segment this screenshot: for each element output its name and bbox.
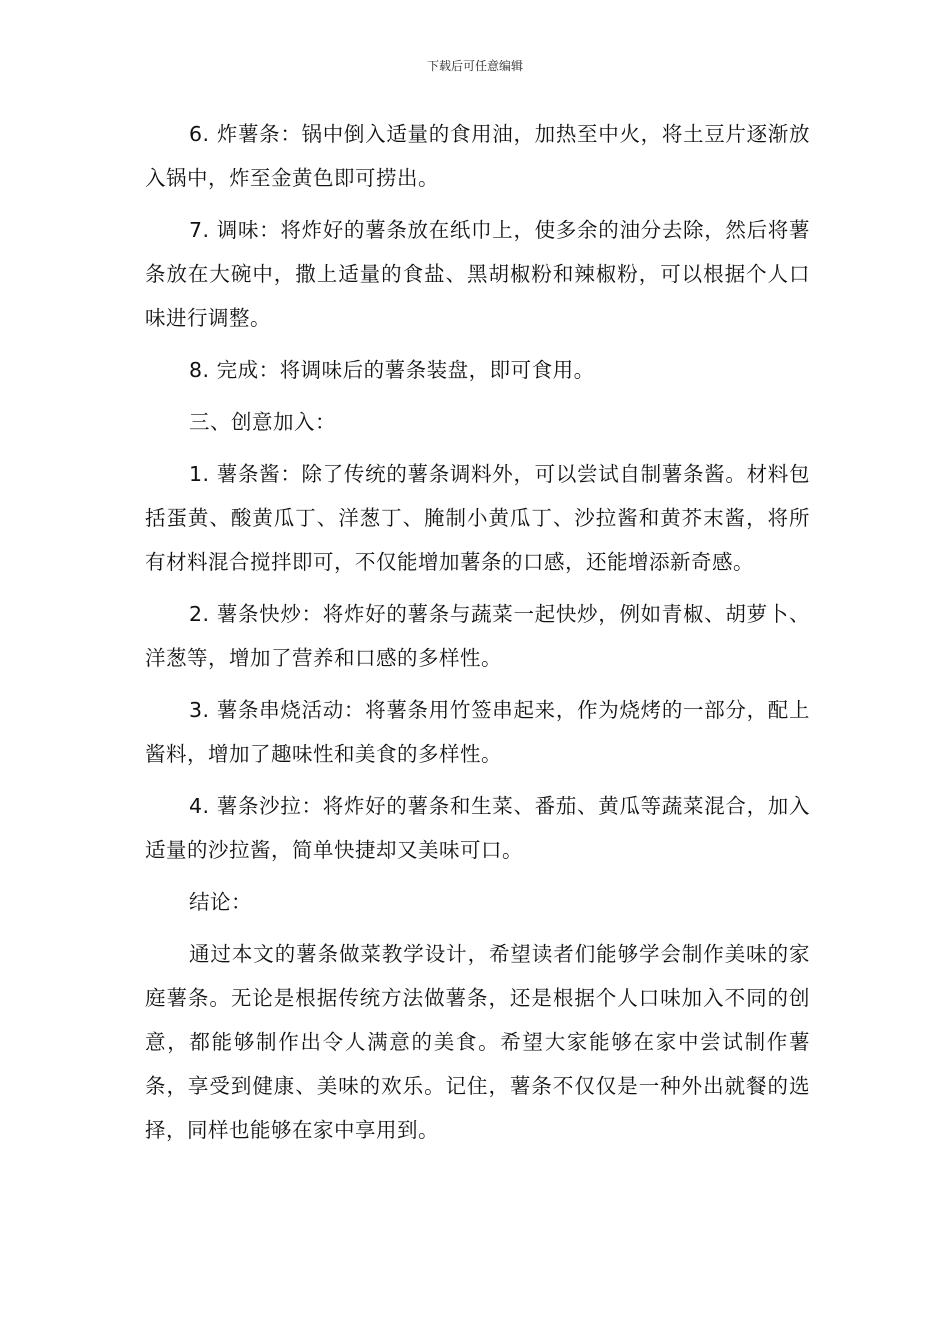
page-header-note: 下载后可任意编辑 xyxy=(426,59,523,73)
paragraph-creative-2: 2. 薯条快炒：将炸好的薯条与蔬菜一起快炒，例如青椒、胡萝卜、洋葱等，增加了营养和口感的多样性。 xyxy=(145,602,810,670)
paragraph-step-6: 6. 炸薯条：锅中倒入适量的食用油，加热至中火，将土豆片逐渐放入锅中，炸至金黄色即可捞出。 xyxy=(145,122,810,190)
paragraph-step-7: 7. 调味：将炸好的薯条放在纸巾上，使多余的油分去除，然后将薯条放在大碗中，撒上适量的食盐、黑胡椒粉和辣椒粉，可以根据个人口味进行调整。 xyxy=(145,218,810,330)
paragraph-step-8: 8. 完成：将调味后的薯条装盘，即可食用。 xyxy=(189,358,595,382)
paragraph-creative-1: 1. 薯条酱：除了传统的薯条调料外，可以尝试自制薯条酱。材料包括蛋黄、酸黄瓜丁、洋葱丁、腌制小黄瓜丁、沙拉酱和黄芥末酱，将所有材料混合搅拌即可，不仅能增加薯条的口感，还能增添新奇感。 xyxy=(145,462,810,574)
paragraph-creative-4: 4. 薯条沙拉：将炸好的薯条和生菜、番茄、黄瓜等蔬菜混合，加入适量的沙拉酱，简单快捷却又美味可口。 xyxy=(145,794,810,862)
section-heading-creative: 三、创意加入： xyxy=(189,410,336,434)
section-heading-conclusion: 结论： xyxy=(189,890,252,914)
document-body xyxy=(145,112,810,1160)
paragraph-creative-3: 3. 薯条串烧活动：将薯条用竹签串起来，作为烧烤的一部分，配上酱料，增加了趣味性和美食的多样性。 xyxy=(145,698,810,766)
paragraph-conclusion: 通过本文的薯条做菜教学设计，希望读者们能够学会制作美味的家庭薯条。无论是根据传统方法做薯条，还是根据个人口味加入不同的创意，都能够制作出令人满意的美食。希望大家能够在家中尝试制作薯条，享受到健康、美味的欢乐。记住，薯条不仅仅是一种外出就餐的选择，同样也能够在家中享用到。 xyxy=(145,942,810,1142)
